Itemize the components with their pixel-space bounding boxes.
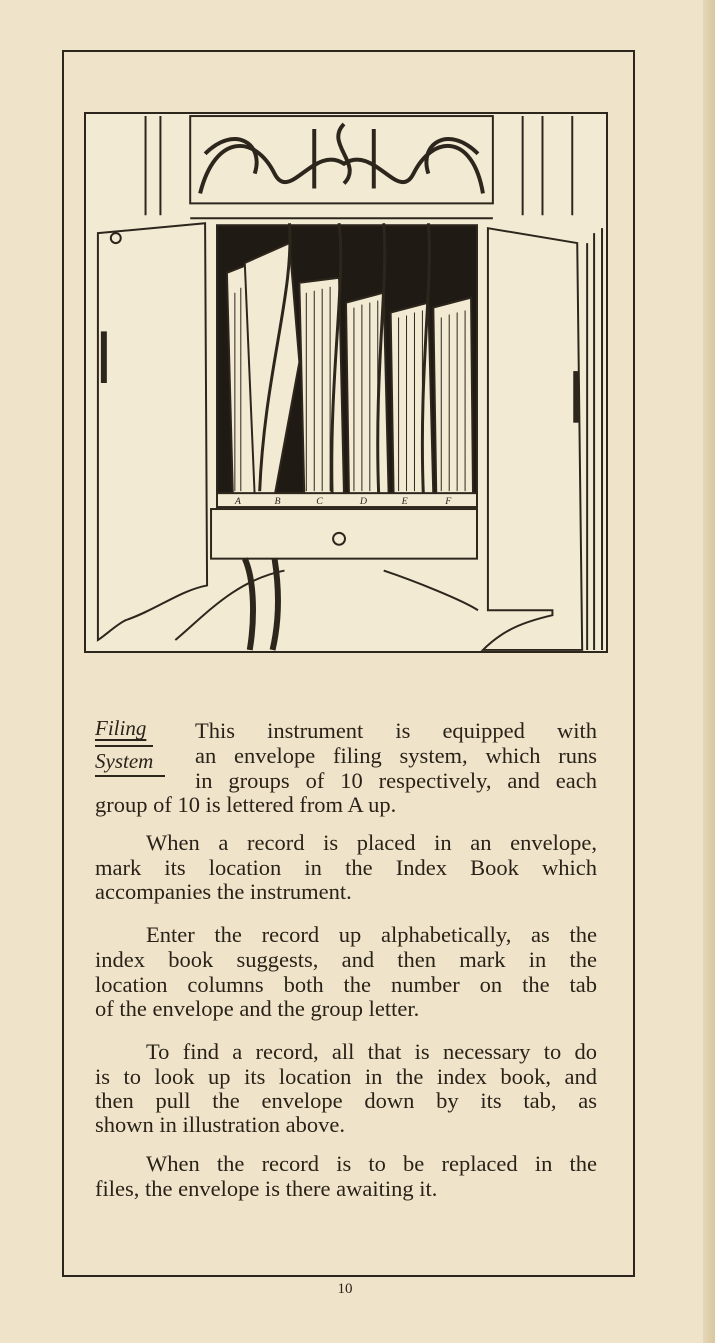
heading-underline (95, 775, 165, 777)
tab-letter: C (316, 496, 323, 508)
paragraph-line: index book suggests, and then mark in the (95, 947, 597, 972)
paragraph-line: shown in illustration above. (95, 1112, 345, 1137)
page-number: 10 (337, 1281, 353, 1297)
page-edge (703, 0, 715, 1343)
tab-letter: B (274, 496, 281, 508)
paragraph-line: When a record is placed in an envelope, (146, 830, 597, 855)
side-heading-filing: Filing (95, 716, 147, 740)
paragraph-line: files, the envelope is there awaiting it. (95, 1176, 438, 1201)
paragraph-line: accompanies the instrument. (95, 879, 352, 904)
cabinet-drawing (86, 114, 606, 651)
paragraph-line: mark its location in the Index Book which (95, 855, 597, 880)
paragraph-line: in groups of 10 respectively, and each (195, 768, 597, 793)
side-heading-system: System (95, 749, 154, 773)
tab-letter: D (359, 496, 368, 508)
paragraph-line: When the record is to be replaced in the (146, 1151, 597, 1176)
heading-underline (95, 745, 153, 747)
paragraph-line: then pull the envelope down by its tab, as (95, 1088, 597, 1113)
paragraph-line: group of 10 is lettered from A up. (95, 792, 397, 817)
paragraph-line: Enter the record up alphabetically, as the (146, 922, 597, 947)
tab-letter: A (234, 496, 241, 508)
cabinet-illustration (84, 112, 608, 653)
paragraph-line: is to look up its location in the index book, and (95, 1064, 597, 1089)
paragraph-line: location columns both the number on the tab (95, 972, 597, 997)
paragraph-line: an envelope filing system, which runs (195, 743, 597, 768)
paragraph-line: of the envelope and the group letter. (95, 996, 420, 1021)
tab-letter: E (401, 496, 408, 508)
paragraph-line: To find a record, all that is necessary to do (146, 1039, 597, 1064)
paragraph-line: This instrument is equipped with (195, 718, 597, 743)
tab-letter: F (445, 496, 452, 508)
